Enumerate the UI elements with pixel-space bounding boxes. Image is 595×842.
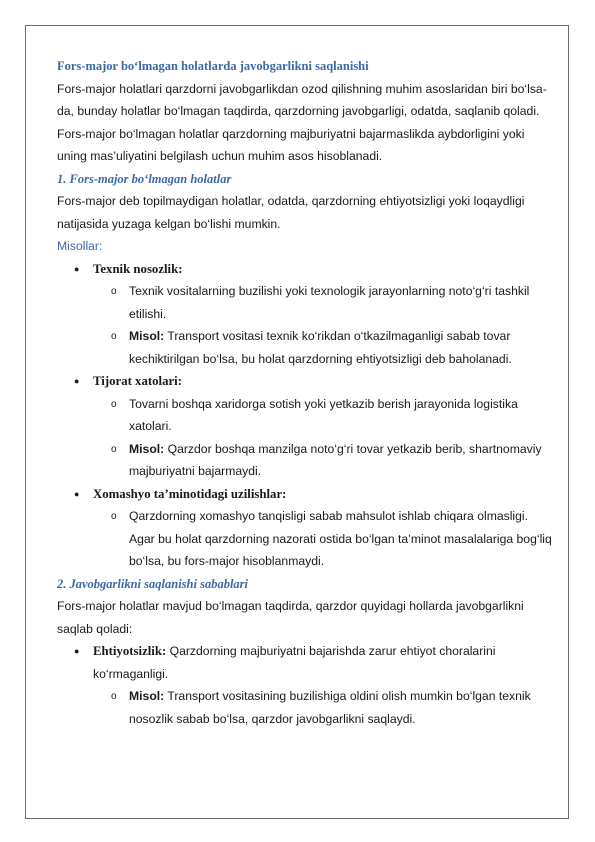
list-item-title: Tijorat xatolari: — [93, 374, 182, 388]
sub-list-item — [57, 685, 552, 730]
circle-bullet-icon: o — [111, 286, 117, 297]
sub-list-item — [57, 280, 552, 325]
example-label: Misol: — [129, 441, 165, 456]
circle-bullet-icon: o — [111, 331, 117, 342]
example-label: Misol: — [129, 689, 165, 703]
circle-bullet-icon: o — [111, 691, 117, 702]
circle-bullet-icon: o — [111, 398, 117, 410]
section2-heading: 2. Javobgarlikni saqlanishi sabablari — [57, 576, 249, 591]
section1-heading: 1. Fors-major bo‘lmagan holatlar — [57, 171, 232, 186]
examples-label: Misollar: — [57, 239, 103, 253]
sub-item-text: Qarzdorning xomashyo tanqisligi sabab mahsulot ishlab chiqara olmasligi. Agar bu holat qarzdorning nazorati ostida bo‘lgan ta’minot masalalariga bog‘liq bo‘lsa, bu fors-major hisoblanmaydi. — [129, 509, 552, 568]
bullet-icon: ● — [74, 376, 80, 386]
bullet-icon: ● — [74, 488, 80, 499]
list-item-text: Qarzdorning majburiyatni bajarishda zarur ehtiyot choralarini ko‘rmaganligi. — [93, 644, 496, 681]
bullet-icon: ● — [74, 263, 80, 274]
example-label: Misol: — [129, 329, 165, 343]
list-item-title: Texnik nosozlik: — [93, 261, 183, 276]
section1-text: Fors-major deb topilmaydigan holatlar, odatda, qarzdorning ehtiyotsizligi yoki loqaydligi natijasida yuzaga kelgan bo‘lishi mumkin. — [57, 194, 525, 231]
sub-list-item — [57, 325, 552, 370]
list-item — [57, 370, 552, 393]
list-item — [57, 483, 552, 506]
list-item — [57, 258, 552, 281]
sub-item-text: Transport vositasining buzilishiga oldini olish mumkin bo‘lgan texnik nosozlik sabab bo‘lsa, qarzdor javobgarlikni saqlaydi. — [129, 689, 531, 726]
sub-list-item — [57, 505, 552, 573]
document-body — [57, 55, 552, 730]
sub-list-item — [57, 393, 552, 438]
document-title: Fors-major bo‘lmagan holatlarda javobgarlikni saqlanishi — [57, 59, 369, 73]
list-item-title: Xomashyo ta’minotidagi uzilishlar: — [93, 486, 287, 501]
intro-paragraph: Fors-major holatlari qarzdorni javobgarlikdan ozod qilishning muhim asoslaridan biri bo‘lsa-da, bunday holatlar bo‘lmagan taqdirda, qarzdorning javobgarligi, odatda, saqlanib qoladi. Fors-major bo‘lmagan holatlar qarzdorning majburiyatni bajarmaslikda aybdorligini yoki uning mas’uliyatini belgilash uchun muhim asos hisoblanadi. — [57, 81, 547, 163]
list-item-title: Ehtiyotsizlik: — [93, 644, 167, 658]
sub-item-text: Texnik vositalarning buzilishi yoki texnologik jarayonlarning noto‘g‘ri tashkil etilishi. — [129, 284, 530, 321]
sub-item-text: Qarzdor boshqa manzilga noto‘g‘ri tovar yetkazib berib, shartnomaviy majburiyatni bajarmaydi. — [129, 441, 542, 478]
sub-item-text: Transport vositasi texnik ko‘rikdan o‘tkazilmaganligi sabab tovar kechiktirilgan bo‘lsa, bu holat qarzdorning ehtiyotsizligi deb baholanadi. — [129, 329, 512, 366]
circle-bullet-icon: o — [111, 511, 117, 522]
sub-item-text: Tovarni boshqa xaridorga sotish yoki yetkazib berish jarayonida logistika xatolari. — [129, 396, 518, 433]
list-item — [57, 640, 552, 685]
circle-bullet-icon: o — [111, 443, 117, 455]
bullet-icon: ● — [74, 646, 80, 656]
sub-list-item — [57, 438, 552, 483]
section2-text: Fors-major holatlar mavjud bo‘lmagan taqdirda, qarzdor quyidagi hollarda javobgarlikni saqlab qoladi: — [57, 599, 524, 636]
